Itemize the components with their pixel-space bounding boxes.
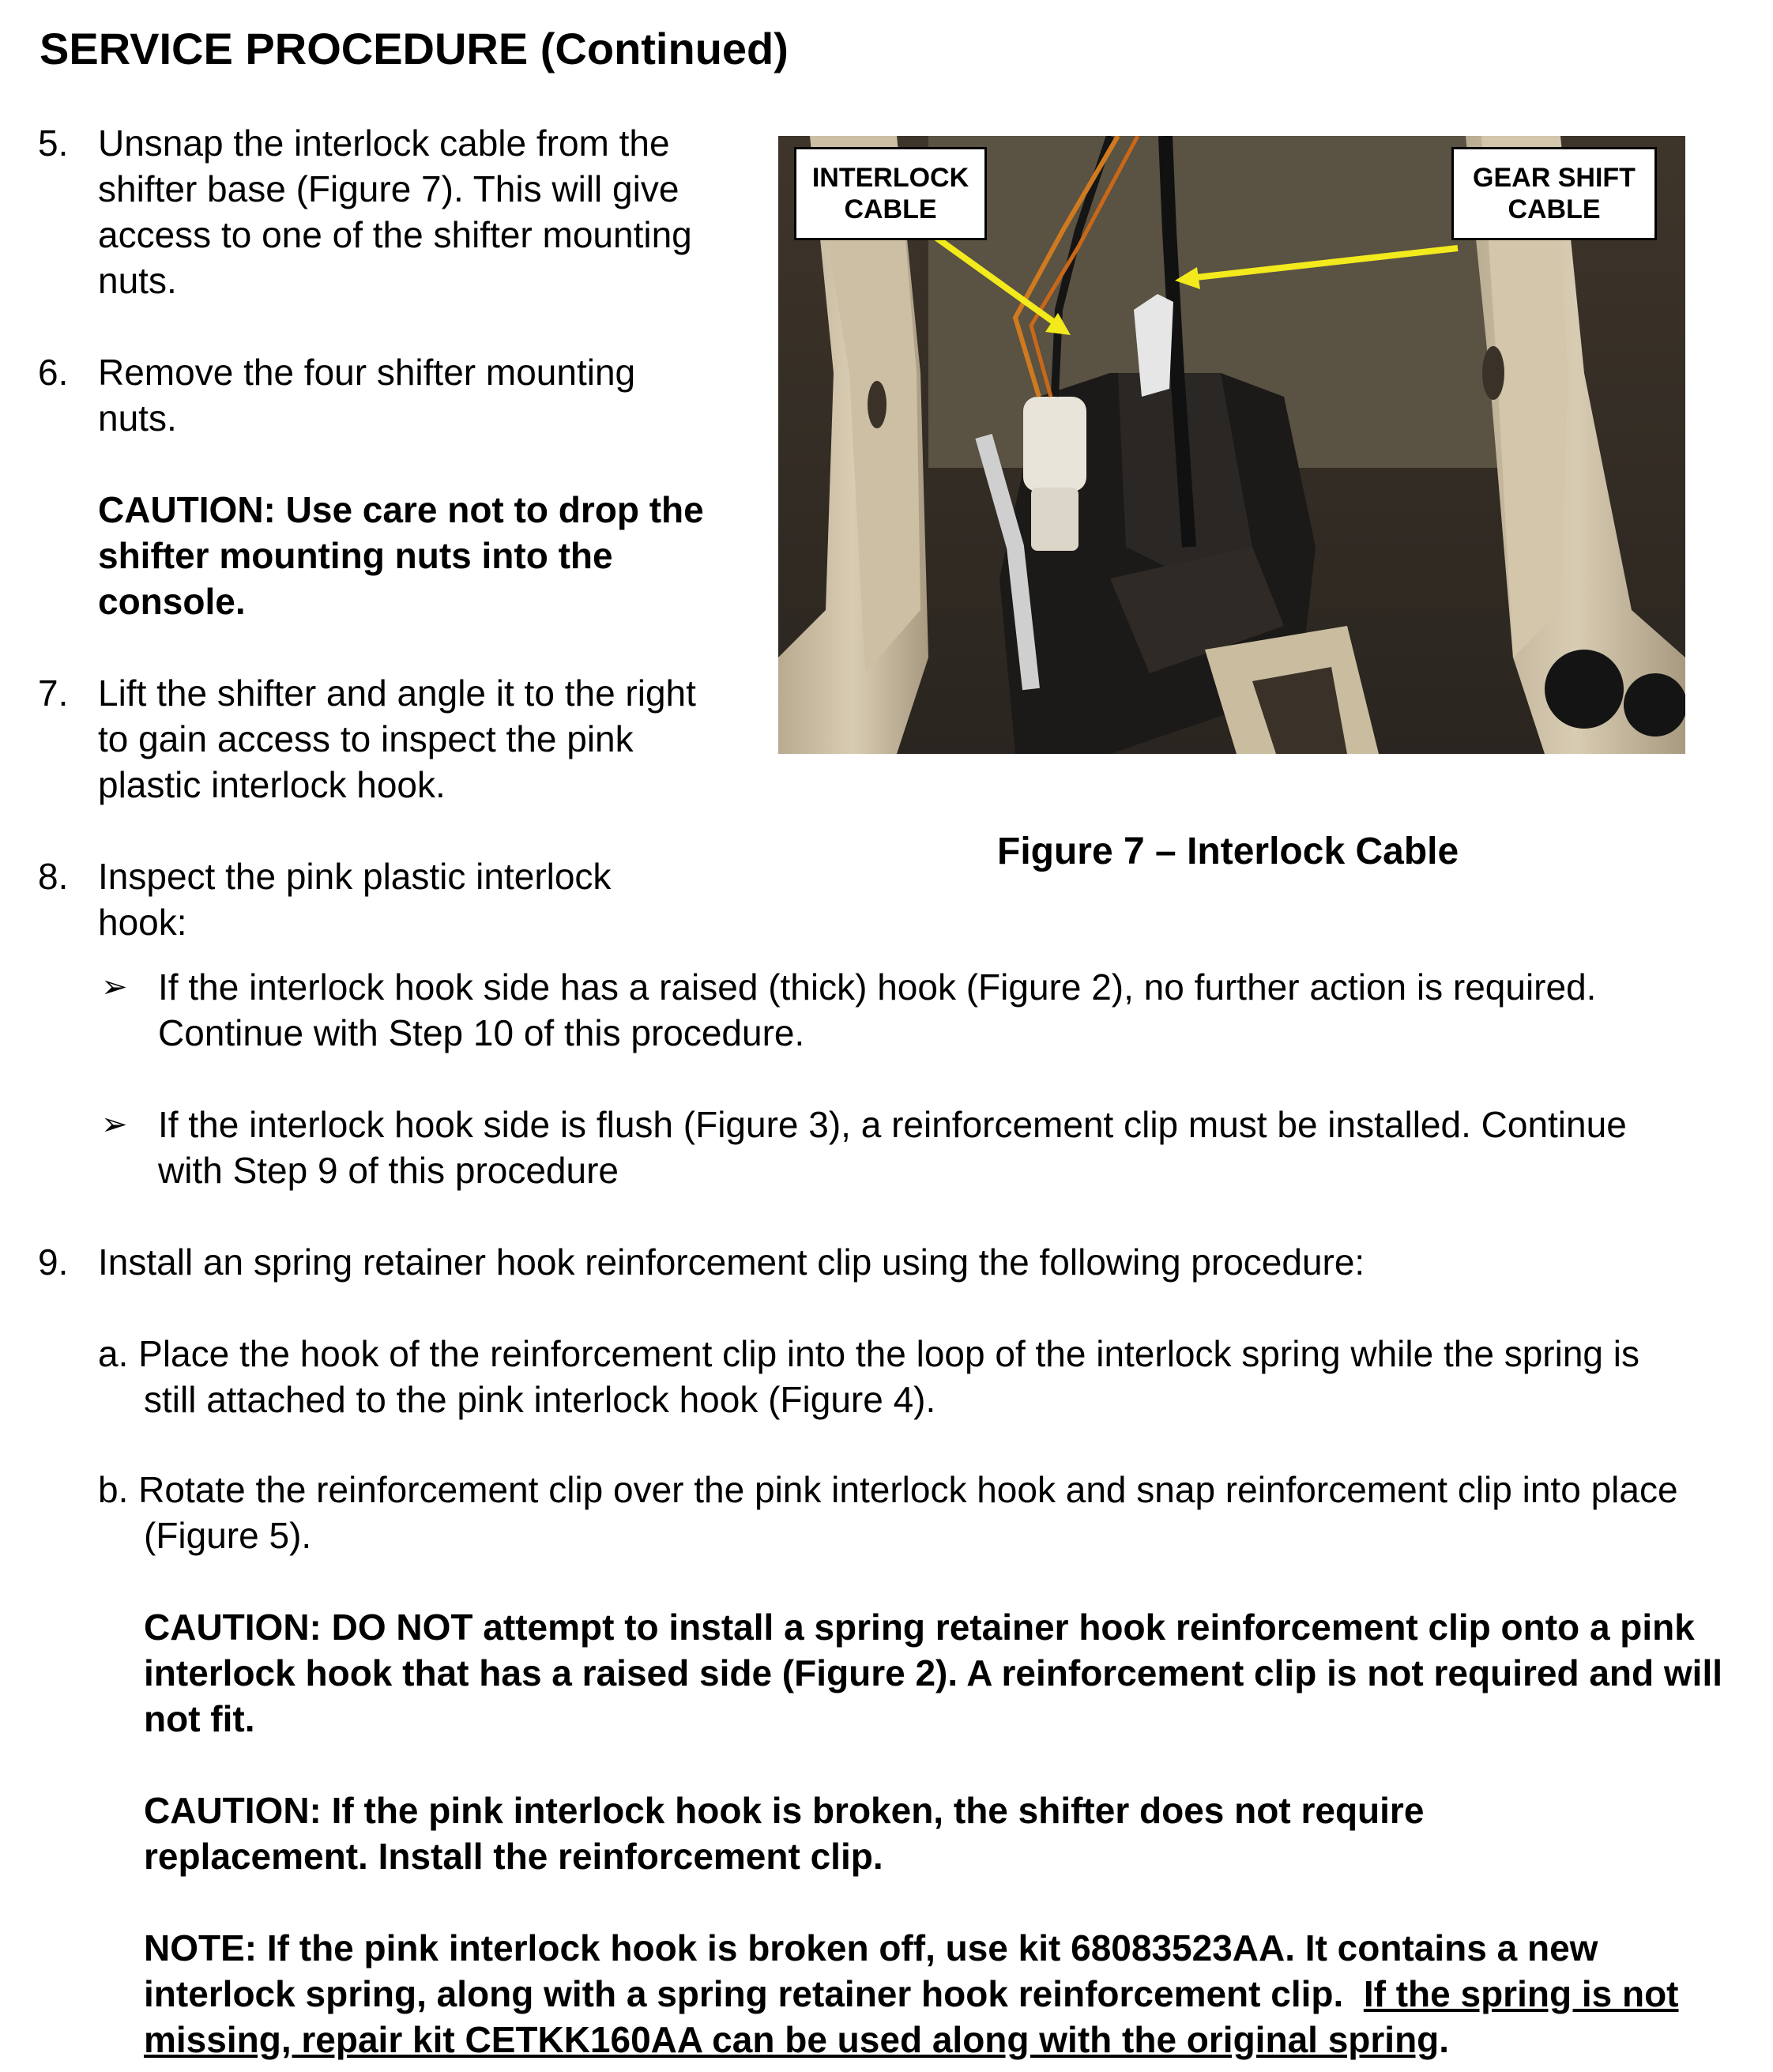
step-5-text: Unsnap the interlock cable from the shifter base (Figure 7). This will give access to one of the shifter mounting nuts. — [98, 122, 692, 301]
step-8-bullet-1: If the interlock hook side has a raised (thick) hook (Figure 2), no further action is required. Continue with Step 10 of this procedure. — [158, 966, 1597, 1053]
step-7-text: Lift the shifter and angle it to the right to gain access to inspect the pink plastic interlock hook. — [98, 672, 696, 805]
page-title: SERVICE PROCEDURE (Continued) — [40, 24, 789, 73]
step-8-number: 8. — [38, 856, 69, 897]
step-8-text: Inspect the pink plastic interlock hook: — [98, 856, 612, 943]
step-9b-text — [98, 1467, 1678, 1558]
step-8-bullet-2: If the interlock hook side is flush (Figure 3), a reinforcement clip must be installed. Continue with Step 9 of this procedure — [158, 1104, 1627, 1191]
bullet-arrow-icon: ➢ — [101, 970, 128, 1004]
figure-7-caption: Figure 7 – Interlock Cable — [997, 831, 1459, 872]
step-6-caution: CAUTION: Use care not to drop the shifter mounting nuts into the console. — [98, 489, 704, 622]
note-text: NOTE: If the pink interlock hook is broken off, use kit 68083523AA. It contains a new interlock spring, along with a spring retainer hook reinforcement clip. — [144, 1927, 1598, 2014]
step-5-number: 5. — [38, 122, 69, 164]
callout-gear-shift-cable: GEAR SHIFT CABLE — [1451, 147, 1657, 240]
step-9-caution-2: CAUTION: If the pink interlock hook is broken, the shifter does not require replacement. Install the reinforcement clip. — [144, 1790, 1425, 1877]
step-9-caution-1: CAUTION: DO NOT attempt to install a spring retainer hook reinforcement clip onto a pink interlock hook that has a raised side (Figure 2). A reinforcement clip is not required and will not fit. — [144, 1607, 1723, 1739]
step-7-number: 7. — [38, 672, 69, 714]
note-underlined-text: If the spring is not missing, repair kit CETKK160AA can be used along with the original spring — [144, 1973, 1679, 2060]
step-6-number: 6. — [38, 352, 69, 393]
step-9-text: Install an spring retainer hook reinforcement clip using the following procedure: — [98, 1241, 1365, 1283]
note-end: . — [1439, 2019, 1450, 2060]
step-9a-text — [98, 1331, 1678, 1422]
step-9a-content: a. Place the hook of the reinforcement clip into the loop of the interlock spring while the spring is still attached to the pink interlock hook (Figure 4). — [98, 1333, 1639, 1420]
step-9b-content: b. Rotate the reinforcement clip over the pink interlock hook and snap reinforcement clip into place (Figure 5). — [98, 1469, 1678, 1556]
step-6-text: Remove the four shifter mounting nuts. — [98, 352, 636, 439]
step-9-number: 9. — [38, 1241, 69, 1283]
bullet-arrow-icon: ➢ — [101, 1107, 128, 1142]
figure-7-photo — [778, 136, 1685, 754]
step-9-note — [144, 1925, 1756, 2063]
callout-interlock-cable: INTERLOCK CABLE — [794, 147, 987, 240]
